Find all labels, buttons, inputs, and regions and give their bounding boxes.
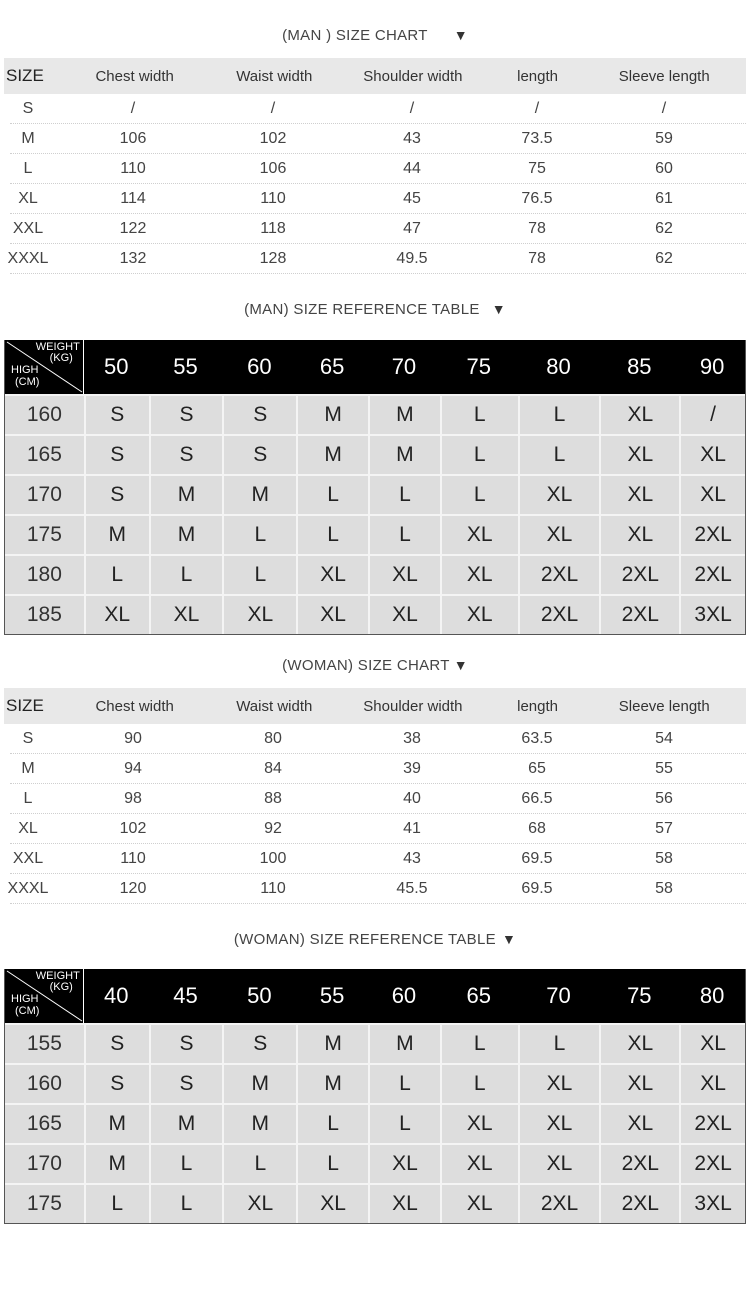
- triangle-down-icon: ▼: [453, 27, 468, 43]
- column-header: Shoulder width: [363, 697, 463, 715]
- size-cell: S: [84, 396, 149, 434]
- measurement-cell: 122: [119, 219, 147, 237]
- size-cell: M: [84, 1105, 149, 1143]
- size-label: L: [23, 159, 33, 177]
- measurement-cell: 49.5: [396, 249, 428, 267]
- measurement-cell: 102: [259, 129, 287, 147]
- reference-header-row: [5, 340, 745, 394]
- measurement-cell: 75: [528, 159, 546, 177]
- weight-header: 55: [173, 354, 198, 379]
- size-cell: L: [440, 476, 518, 514]
- size-cell: L: [440, 436, 518, 474]
- size-cell: M: [222, 1105, 296, 1143]
- measurement-cell: 100: [259, 849, 287, 867]
- reference-header-row: [5, 969, 745, 1023]
- size-cell: L: [368, 1065, 440, 1103]
- column-header: Waist width: [236, 697, 313, 715]
- column-header: Sleeve length: [618, 67, 710, 85]
- table-row: [5, 474, 745, 514]
- table-row: [5, 554, 745, 594]
- measurement-cell: 110: [120, 849, 146, 867]
- size-cell: L: [368, 516, 440, 554]
- size-cell: L: [518, 1025, 600, 1063]
- size-cell: S: [84, 436, 149, 474]
- measurement-cell: 90: [124, 729, 142, 747]
- measurement-cell: 73.5: [521, 129, 553, 147]
- size-cell: XL: [368, 1145, 440, 1183]
- measurement-cell: 40: [403, 789, 421, 807]
- size-label: XXL: [12, 849, 44, 867]
- column-header: length: [517, 67, 558, 85]
- measurement-cell: 58: [655, 849, 673, 867]
- size-cell: XL: [440, 1185, 518, 1223]
- weight-header: 75: [466, 354, 491, 379]
- measurement-cell: 78: [528, 219, 546, 237]
- size-cell: M: [84, 516, 149, 554]
- size-cell: L: [222, 516, 296, 554]
- size-cell: L: [296, 476, 368, 514]
- table-row: [10, 814, 746, 844]
- size-cell: S: [222, 396, 296, 434]
- size-label: S: [22, 99, 34, 117]
- man-size-chart-title: (MAN ) SIZE CHART ▼: [282, 27, 468, 44]
- measurement-cell: 65: [528, 759, 546, 777]
- table-row: [10, 124, 746, 154]
- corner-label-cm: (CM): [15, 1005, 40, 1017]
- corner-header-cell: [5, 340, 84, 394]
- column-header: Chest width: [95, 67, 174, 85]
- weight-header: 65: [319, 354, 345, 379]
- size-label: L: [23, 789, 33, 807]
- size-cell: XL: [440, 556, 518, 594]
- size-cell: L: [440, 396, 518, 434]
- measurement-cell: 54: [655, 729, 673, 747]
- column-header: Chest width: [95, 697, 174, 715]
- woman-size-chart-title: (WOMAN) SIZE CHART ▼: [282, 657, 468, 674]
- measurement-cell: 110: [260, 879, 286, 897]
- measurement-cell: 110: [120, 159, 146, 177]
- measurement-cell: 39: [403, 759, 421, 777]
- measurement-cell: 60: [655, 159, 673, 177]
- size-cell: XL: [679, 1065, 745, 1103]
- measurement-cell: 69.5: [521, 849, 553, 867]
- size-cell: XL: [599, 516, 679, 554]
- measurement-cell: 69.5: [521, 879, 553, 897]
- size-cell: XL: [440, 1105, 518, 1143]
- measurement-cell: 78: [528, 249, 546, 267]
- size-cell: M: [222, 476, 296, 514]
- measurement-cell: 47: [403, 219, 421, 237]
- weight-header: 65: [466, 983, 491, 1008]
- table-row: [10, 214, 746, 244]
- measurement-cell: 128: [259, 249, 287, 267]
- size-cell: S: [84, 476, 149, 514]
- measurement-cell: 106: [119, 129, 147, 147]
- table-row: [10, 844, 746, 874]
- measurement-cell: 132: [119, 249, 147, 267]
- size-cell: S: [149, 396, 223, 434]
- woman-size-chart: [4, 688, 746, 904]
- size-cell: 2XL: [599, 556, 679, 594]
- table-row: [10, 784, 746, 814]
- size-chart-header-row: [4, 688, 746, 724]
- size-cell: XL: [440, 1145, 518, 1183]
- size-cell: L: [518, 396, 600, 434]
- size-cell: M: [368, 396, 440, 434]
- measurement-cell: /: [409, 99, 415, 117]
- size-cell: M: [296, 436, 368, 474]
- weight-header: 70: [391, 354, 417, 379]
- size-cell: XL: [296, 556, 368, 594]
- weight-header: 60: [247, 354, 272, 379]
- size-cell: XL: [599, 1065, 679, 1103]
- measurement-cell: 76.5: [521, 189, 553, 207]
- size-cell: L: [296, 1145, 368, 1183]
- corner-label-high: HIGH: [11, 993, 39, 1005]
- table-row: [10, 94, 746, 124]
- measurement-cell: 98: [124, 789, 142, 807]
- size-cell: L: [296, 516, 368, 554]
- measurement-cell: /: [661, 99, 667, 117]
- measurement-cell: 62: [655, 249, 673, 267]
- measurement-cell: 102: [119, 819, 147, 837]
- size-label: XXL: [12, 219, 44, 237]
- column-header: SIZE: [6, 66, 44, 85]
- measurement-cell: 61: [655, 189, 673, 207]
- measurement-cell: 45.5: [396, 879, 428, 897]
- size-cell: XL: [599, 396, 679, 434]
- table-row: [5, 594, 745, 634]
- measurement-cell: 68: [528, 819, 546, 837]
- size-cell: XL: [599, 1105, 679, 1143]
- size-cell: XL: [599, 436, 679, 474]
- size-label: XL: [18, 819, 38, 837]
- size-cell: S: [149, 1065, 223, 1103]
- measurement-cell: 88: [264, 789, 282, 807]
- size-cell: M: [222, 1065, 296, 1103]
- measurement-cell: 84: [264, 759, 282, 777]
- triangle-down-icon: ▼: [491, 301, 506, 317]
- measurement-cell: /: [130, 99, 136, 117]
- measurement-cell: 58: [655, 879, 673, 897]
- corner-label-weight: WEIGHT: [35, 341, 80, 353]
- corner-label-high: HIGH: [11, 364, 39, 376]
- corner-label-kg: (KG): [49, 352, 73, 364]
- size-label: XL: [18, 189, 38, 207]
- measurement-cell: 57: [655, 819, 673, 837]
- weight-header: 50: [103, 354, 129, 379]
- table-row: [7, 874, 746, 904]
- corner-header-cell: [5, 969, 84, 1023]
- weight-header: 60: [391, 983, 417, 1008]
- table-row: [5, 1103, 745, 1143]
- weight-header: 80: [546, 354, 571, 379]
- size-cell: L: [368, 476, 440, 514]
- size-cell: 2XL: [518, 556, 600, 594]
- table-row: [5, 1183, 745, 1223]
- size-cell: S: [222, 436, 296, 474]
- size-cell: 3XL: [679, 596, 745, 634]
- corner-label-weight: WEIGHT: [35, 970, 80, 982]
- size-label: XXXL: [7, 879, 49, 897]
- measurement-cell: 114: [120, 189, 146, 207]
- column-header: SIZE: [6, 696, 44, 715]
- measurement-cell: 38: [403, 729, 421, 747]
- size-cell: XL: [679, 476, 745, 514]
- measurement-cell: 45: [403, 189, 421, 207]
- measurement-cell: 120: [119, 879, 147, 897]
- size-cell: 2XL: [518, 1185, 600, 1223]
- height-label: 175: [26, 523, 62, 546]
- weight-header: 80: [699, 983, 725, 1008]
- weight-header: 40: [103, 983, 129, 1008]
- size-label: M: [21, 129, 35, 147]
- size-cell: XL: [222, 596, 296, 634]
- size-cell: XL: [368, 1185, 440, 1223]
- size-cell: S: [84, 1065, 149, 1103]
- size-cell: XL: [518, 516, 600, 554]
- size-cell: XL: [84, 596, 149, 634]
- size-cell: XL: [149, 596, 223, 634]
- height-label: 155: [26, 1032, 62, 1055]
- table-row: [5, 514, 745, 554]
- table-row: [10, 754, 746, 784]
- woman-reference-table: [4, 969, 746, 1224]
- size-cell: L: [296, 1105, 368, 1143]
- measurement-cell: 110: [260, 189, 286, 207]
- size-label: M: [21, 759, 35, 777]
- size-cell: L: [518, 436, 600, 474]
- size-cell: M: [368, 436, 440, 474]
- size-cell: 2XL: [599, 1145, 679, 1183]
- table-row: [7, 244, 746, 274]
- height-label: 165: [26, 443, 62, 466]
- size-cell: XL: [368, 556, 440, 594]
- size-cell: L: [440, 1025, 518, 1063]
- table-row: [10, 154, 746, 184]
- table-row: [10, 724, 746, 754]
- weight-header: 70: [546, 983, 571, 1008]
- man-size-chart: [4, 58, 746, 274]
- weight-header: 75: [627, 983, 652, 1008]
- size-cell: 2XL: [679, 516, 745, 554]
- measurement-cell: 94: [124, 759, 142, 777]
- size-cell: XL: [518, 1105, 600, 1143]
- size-cell: /: [679, 396, 745, 434]
- table-row: [5, 394, 745, 434]
- measurement-cell: 106: [259, 159, 287, 177]
- size-cell: L: [222, 1145, 296, 1183]
- measurement-cell: 56: [655, 789, 673, 807]
- size-cell: L: [149, 1145, 223, 1183]
- triangle-down-icon: ▼: [453, 657, 468, 673]
- size-cell: XL: [518, 1145, 600, 1183]
- measurement-cell: 92: [264, 819, 282, 837]
- corner-label-kg: (KG): [49, 981, 73, 993]
- size-cell: L: [84, 556, 149, 594]
- measurement-cell: 44: [403, 159, 421, 177]
- size-cell: S: [149, 436, 223, 474]
- size-cell: M: [149, 1105, 223, 1143]
- size-cell: M: [149, 516, 223, 554]
- column-header: Waist width: [236, 67, 313, 85]
- height-label: 185: [26, 603, 62, 626]
- table-row: [10, 184, 746, 214]
- size-cell: XL: [296, 596, 368, 634]
- size-cell: M: [368, 1025, 440, 1063]
- size-cell: L: [222, 556, 296, 594]
- size-cell: S: [149, 1025, 223, 1063]
- size-cell: XL: [440, 596, 518, 634]
- weight-header: 45: [173, 983, 198, 1008]
- size-cell: M: [149, 476, 223, 514]
- size-label: XXXL: [7, 249, 49, 267]
- size-cell: 2XL: [599, 1185, 679, 1223]
- man-reference-title: (MAN) SIZE REFERENCE TABLE ▼: [244, 301, 506, 318]
- height-label: 170: [26, 483, 62, 506]
- measurement-cell: 80: [264, 729, 282, 747]
- weight-header: 85: [627, 354, 652, 379]
- size-label: S: [22, 729, 34, 747]
- size-cell: M: [296, 396, 368, 434]
- size-cell: S: [84, 1025, 149, 1063]
- measurement-cell: 55: [655, 759, 673, 777]
- size-cell: L: [440, 1065, 518, 1103]
- measurement-cell: 43: [403, 129, 421, 147]
- weight-header: 90: [699, 354, 725, 379]
- table-row: [5, 1063, 745, 1103]
- height-label: 160: [26, 403, 62, 426]
- size-cell: XL: [222, 1185, 296, 1223]
- triangle-down-icon: ▼: [501, 931, 517, 947]
- table-row: [5, 434, 745, 474]
- size-cell: XL: [440, 516, 518, 554]
- size-cell: XL: [368, 596, 440, 634]
- table-row: [5, 1023, 745, 1063]
- size-cell: M: [296, 1025, 368, 1063]
- measurement-cell: 62: [655, 219, 673, 237]
- measurement-cell: /: [270, 99, 276, 117]
- size-cell: M: [296, 1065, 368, 1103]
- size-cell: L: [368, 1105, 440, 1143]
- size-cell: S: [222, 1025, 296, 1063]
- height-label: 170: [26, 1152, 62, 1175]
- woman-reference-title: (WOMAN) SIZE REFERENCE TABLE ▼: [233, 931, 517, 948]
- weight-header: 55: [319, 983, 345, 1008]
- measurement-cell: 66.5: [521, 789, 553, 807]
- size-cell: L: [84, 1185, 149, 1223]
- size-cell: L: [149, 1185, 223, 1223]
- size-cell: 3XL: [679, 1185, 745, 1223]
- size-cell: XL: [296, 1185, 368, 1223]
- height-label: 175: [26, 1192, 62, 1215]
- size-cell: 2XL: [679, 1145, 745, 1183]
- size-cell: M: [84, 1145, 149, 1183]
- size-cell: 2XL: [679, 556, 745, 594]
- column-header: length: [517, 697, 558, 715]
- size-cell: XL: [518, 1065, 600, 1103]
- measurement-cell: 59: [655, 129, 673, 147]
- corner-label-cm: (CM): [15, 376, 40, 388]
- height-label: 160: [26, 1072, 62, 1095]
- man-reference-table: [4, 340, 746, 635]
- size-cell: XL: [679, 1025, 745, 1063]
- measurement-cell: 41: [403, 819, 421, 837]
- size-cell: 2XL: [599, 596, 679, 634]
- size-cell: 2XL: [679, 1105, 745, 1143]
- weight-header: 50: [247, 983, 272, 1008]
- measurement-cell: 118: [260, 219, 286, 237]
- size-cell: XL: [599, 1025, 679, 1063]
- size-cell: XL: [518, 476, 600, 514]
- measurement-cell: 63.5: [521, 729, 553, 747]
- measurement-cell: /: [534, 99, 540, 117]
- measurement-cell: 43: [403, 849, 421, 867]
- size-cell: L: [149, 556, 223, 594]
- height-label: 165: [26, 1112, 62, 1135]
- size-cell: XL: [599, 476, 679, 514]
- size-cell: XL: [679, 436, 745, 474]
- column-header: Sleeve length: [618, 697, 710, 715]
- height-label: 180: [26, 563, 62, 586]
- column-header: Shoulder width: [363, 67, 463, 85]
- size-cell: 2XL: [518, 596, 600, 634]
- size-chart-header-row: [4, 58, 746, 94]
- table-row: [5, 1143, 745, 1183]
